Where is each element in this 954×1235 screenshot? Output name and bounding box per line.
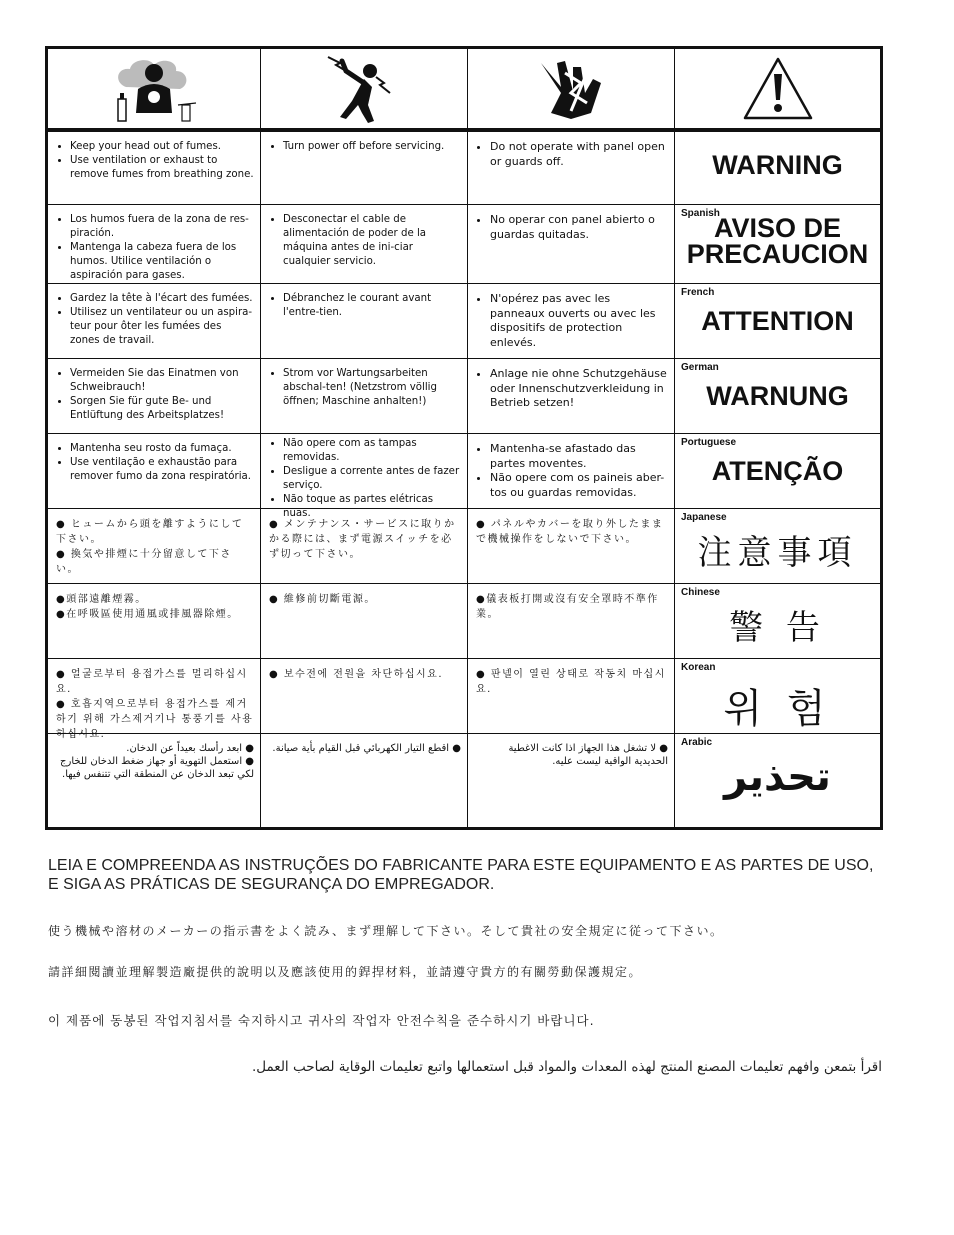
icon-cell-warning <box>675 49 880 132</box>
signal-word: 警 告 <box>729 608 826 648</box>
text-cell <box>261 284 468 359</box>
list-item: • Mantenga la cabeza fuera de los humos. Utilice ventilación o aspiración para gases. <box>70 241 254 283</box>
signal-word: تحذير <box>724 754 831 800</box>
list-item: • Desligue a corrente antes de fazer serviço. <box>283 465 461 493</box>
text-cell <box>261 434 468 519</box>
list-item: • Desconectar el cable de alimentación de poder de la máquina antes de ini-ciar cualquier servicio. <box>283 213 461 269</box>
list-item: ● 얼굴로부터 용접가스를 멀리하십시요. <box>56 669 248 695</box>
footer-instruction-arabic: اقرأ بتمعن وافهم تعليمات المصنع المنتج لهذه المعدات والمواد قبل استعمالها واتبع تعليمات الوقاية لصاحب العمل. <box>251 1059 882 1075</box>
list-item: ● 보수전에 전원을 차단하십시요. <box>269 669 444 680</box>
list-item: ● 換気や排煙に十分留意して下さい。 <box>56 549 232 575</box>
language-label: Chinese <box>681 587 720 598</box>
text-cell <box>468 659 675 734</box>
list-item: • Utilisez un ventilateur ou un aspira-teur pour ôter les fumées des zones de travail. <box>70 306 254 348</box>
list-item: ●儀表板打開或沒有安全罩時不準作業。 <box>476 594 659 620</box>
list-item: • Use ventilação e exhaustão para remover fumo da zona respiratória. <box>70 456 254 484</box>
list-item: • Los humos fuera de la zona de res-piración. <box>70 213 254 241</box>
footer-instruction-korean: 이 제품에 동봉된 작업지침서를 숙지하시고 귀사의 작업자 안전수칙을 준수하시기 바랍니다. <box>48 1013 595 1028</box>
list-item: ● メンテナンス・サービスに取りかかる際には、まず電源スイッチを必ず切って下さい。 <box>269 519 456 560</box>
list-item: ●在呼吸區使用通風或排風器除煙。 <box>56 609 239 620</box>
signal-word: 注意事項 <box>697 533 858 573</box>
text-cell <box>48 734 261 827</box>
safety-warning-table <box>45 46 883 830</box>
signal-cell <box>675 584 880 659</box>
text-cell <box>48 359 261 434</box>
footer-instruction-japanese: 使う機械や溶材のメーカーの指示書をよく読み、まず理解して下さい。そして貴社の安全規定に従って下さい。 <box>48 924 724 938</box>
signal-word: 위 험 <box>723 686 832 732</box>
list-item: • Anlage nie ohne Schutzgehäuse oder Innenschutzverkleidung in Betrieb setzen! <box>490 367 668 411</box>
language-label: Japanese <box>681 512 727 523</box>
language-label: Korean <box>681 662 716 673</box>
text-cell <box>261 205 468 284</box>
list-item: • Mantenha-se afastado das partes moventes. <box>490 442 668 471</box>
signal-word: WARNUNG <box>706 381 849 411</box>
text-cell <box>48 584 261 659</box>
text-cell <box>48 509 261 584</box>
text-cell <box>468 205 675 284</box>
electric-shock-icon <box>324 53 404 125</box>
list-item: ● パネルやカバーを取り外したままで機械操作をしないで下さい。 <box>476 519 664 545</box>
text-cell <box>468 584 675 659</box>
signal-cell <box>675 659 880 734</box>
list-item: • Não opere com as tampas removidas. <box>283 437 461 465</box>
list-item: • Strom vor Wartungsarbeiten abschal-ten! (Netzstrom völlig öffnen; Maschine anhalten!) <box>283 367 461 409</box>
text-cell <box>261 509 468 584</box>
list-item: • Vermeiden Sie das Einatmen von Schweibrauch! <box>70 367 254 395</box>
signal-word: WARNING <box>712 150 843 180</box>
list-item: • Use ventilation or exhaust to remove fumes from breathing zone. <box>70 154 254 182</box>
text-cell <box>468 734 675 827</box>
signal-cell <box>675 284 880 359</box>
list-item: ● استعمل التهوية أو جهاز ضغط الدخان للخارج لكي تبعد الدخان عن المنطقة التي تتنفس فيها. <box>60 756 254 780</box>
signal-cell <box>675 205 880 284</box>
language-label: Spanish <box>681 208 720 219</box>
language-label: Arabic <box>681 737 713 748</box>
list-item: • Débranchez le courant avant l'entre-tien. <box>283 292 461 320</box>
text-cell <box>48 205 261 284</box>
text-cell <box>261 584 468 659</box>
language-label: Portuguese <box>681 437 737 448</box>
language-label: French <box>681 287 715 298</box>
language-label: German <box>681 362 719 373</box>
text-cell <box>468 132 675 205</box>
signal-word: ATENÇÃO <box>711 456 844 486</box>
warning-triangle-icon <box>742 56 814 122</box>
icon-cell-shock <box>261 49 468 132</box>
signal-word: AVISO DE PRECAUCION <box>686 213 869 269</box>
signal-cell <box>675 132 880 205</box>
list-item: ● ابعد رأسك بعيداً عن الدخان. <box>126 743 254 754</box>
signal-word: ATTENTION <box>701 306 854 336</box>
list-item: ● اقطع التيار الكهربائي قبل القيام بأية صيانة. <box>272 743 461 754</box>
list-item: • Turn power off before servicing. <box>283 140 461 154</box>
list-item: • Keep your head out of fumes. <box>70 140 254 154</box>
text-cell <box>48 659 261 740</box>
list-item: • Mantenha seu rosto da fumaça. <box>70 442 254 456</box>
list-item: ●頭部遠離煙霧。 <box>56 594 147 605</box>
text-cell <box>468 284 675 359</box>
list-item: • Não toque as partes elétricas nuas. <box>283 493 461 521</box>
list-item: ● 維修前切斷電源。 <box>269 594 376 605</box>
signal-cell <box>675 734 880 827</box>
text-cell <box>261 359 468 434</box>
footer-instruction-portuguese: LEIA E COMPREENDA AS INSTRUÇÕES DO FABRICANTE PARA ESTE EQUIPAMENTO E AS PARTES DE USO, E SIGA AS PRÁTICAS DE SEGURANÇA DO EMPREGADOR. <box>48 857 874 893</box>
signal-cell <box>675 509 880 584</box>
list-item: • N'opérez pas avec les panneaux ouverts ou avec les dispositifs de protection enlevés. <box>490 292 668 350</box>
icon-cell-moving-parts <box>468 49 675 132</box>
list-item: ● لا تشغل هذا الجهاز اذا كانت الاغطية الحديدية الواقية ليست عليه. <box>508 743 668 767</box>
list-item: ● ヒュームから頭を離すようにして下さい。 <box>56 519 244 545</box>
list-item: • Sorgen Sie für gute Be- und Entlüftung des Arbeitsplatzes! <box>70 395 254 423</box>
list-item: • Não opere com os paineis aber-tos ou guardas removidas. <box>490 471 668 500</box>
text-cell <box>261 659 468 734</box>
text-cell <box>48 434 261 509</box>
list-item: ● 판넬이 열린 상태로 작동치 마십시요. <box>476 669 666 695</box>
footer-instruction-chinese: 請詳細閱讀並理解製造廠提供的說明以及應該使用的銲捍材料，並請遵守貴方的有關勞動保護規定。 <box>48 965 643 979</box>
signal-cell <box>675 434 880 509</box>
fumes-icon <box>104 53 204 125</box>
text-cell <box>468 509 675 584</box>
list-item: • Gardez la tête à l'écart des fumées. <box>70 292 254 306</box>
text-cell <box>468 359 675 434</box>
moving-parts-icon <box>531 53 611 125</box>
list-item: • Do not operate with panel open or guards off. <box>490 140 668 169</box>
text-cell <box>48 132 261 205</box>
icon-cell-fumes <box>48 49 261 132</box>
text-cell <box>468 434 675 509</box>
text-cell <box>261 734 468 827</box>
text-cell <box>261 132 468 205</box>
list-item: • No operar con panel abierto o guardas quitadas. <box>490 213 668 242</box>
text-cell <box>48 284 261 359</box>
signal-cell <box>675 359 880 434</box>
list-item: ● 호흡지역으로부터 용접가스를 제거하기 위해 가스제거기나 통풍기를 사용하십시요. <box>56 699 254 740</box>
